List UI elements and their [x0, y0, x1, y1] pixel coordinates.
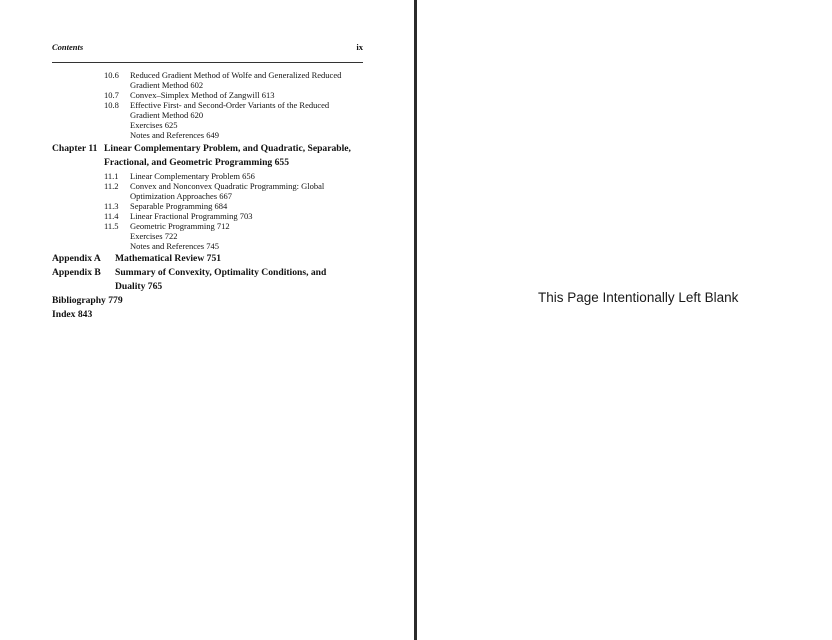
- left-page-contents: [0, 0, 414, 640]
- section-number: 11.4: [104, 211, 119, 221]
- chapter-title: Fractional, and Geometric Programming 655: [104, 157, 289, 168]
- section-number: 10.7: [104, 90, 119, 100]
- section-number: 11.1: [104, 171, 119, 181]
- header-rule: [52, 62, 363, 63]
- section-title: Convex and Nonconvex Quadratic Programming: Global: [130, 181, 325, 191]
- exercises-entry: Exercises 625: [130, 120, 178, 130]
- running-head-title: Contents: [52, 42, 84, 52]
- appendix-label: Appendix B: [52, 267, 101, 278]
- section-title: Gradient Method 620: [130, 110, 204, 120]
- exercises-entry: Exercises 722: [130, 231, 178, 241]
- section-number: 10.8: [104, 100, 119, 110]
- chapter-label: Chapter 11: [52, 143, 98, 154]
- bibliography-entry: Bibliography 779: [52, 295, 123, 306]
- section-number: 11.2: [104, 181, 119, 191]
- page-number: ix: [356, 42, 363, 52]
- appendix-title: Duality 765: [115, 281, 163, 292]
- appendix-title: Mathematical Review 751: [115, 253, 222, 264]
- section-title: Gradient Method 602: [130, 80, 204, 90]
- index-entry: Index 843: [52, 309, 93, 320]
- notes-references-entry: Notes and References 745: [130, 241, 219, 251]
- section-number: 11.5: [104, 221, 119, 231]
- section-title: Separable Programming 684: [130, 201, 228, 211]
- section-title: Optimization Approaches 667: [130, 191, 232, 201]
- section-title: Linear Fractional Programming 703: [130, 211, 253, 221]
- notes-references-entry: Notes and References 649: [130, 130, 219, 140]
- running-head: [52, 42, 363, 54]
- right-page-blank: [417, 0, 832, 640]
- blank-page-note: This Page Intentionally Left Blank: [538, 290, 739, 305]
- section-number: 11.3: [104, 201, 119, 211]
- section-title: Geometric Programming 712: [130, 221, 230, 231]
- section-number: 10.6: [104, 70, 119, 80]
- appendix-label: Appendix A: [52, 253, 101, 264]
- section-title: Effective First- and Second-Order Variants of the Reduced: [130, 100, 330, 110]
- chapter-title: Linear Complementary Problem, and Quadratic, Separable,: [104, 143, 351, 154]
- section-title: Convex–Simplex Method of Zangwill 613: [130, 90, 275, 100]
- section-title: Reduced Gradient Method of Wolfe and Generalized Reduced: [130, 70, 342, 80]
- section-title: Linear Complementary Problem 656: [130, 171, 255, 181]
- appendix-title: Summary of Convexity, Optimality Conditions, and: [115, 267, 327, 278]
